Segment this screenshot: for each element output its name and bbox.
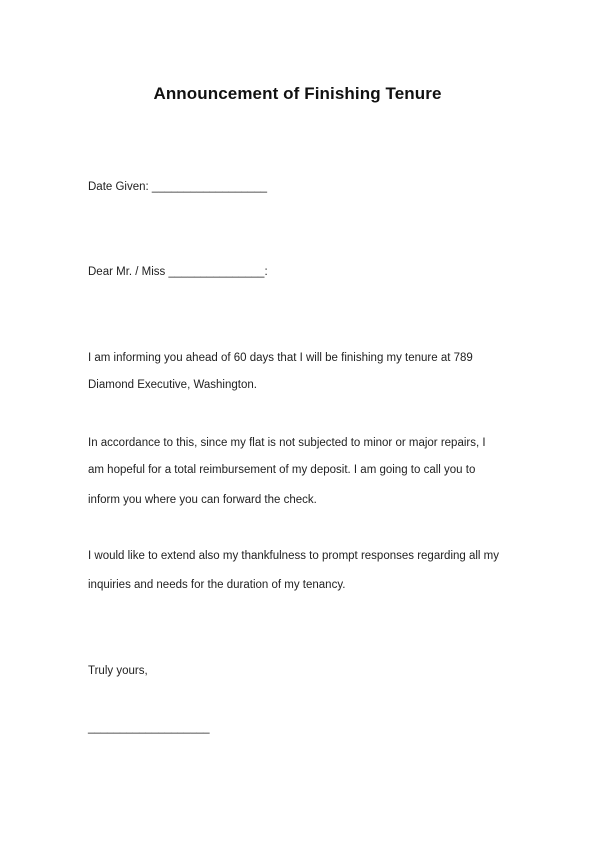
greeting-line: Dear Mr. / Miss _______________: xyxy=(88,266,268,278)
paragraph-1-line-2: Diamond Executive, Washington. xyxy=(88,379,257,391)
paragraph-2-line-2: am hopeful for a total reimbursement of my deposit. I am going to call you to xyxy=(88,464,476,476)
paragraph-2-line-1: In accordance to this, since my flat is not subjected to minor or major repairs, I xyxy=(88,437,486,449)
paragraph-3-line-2: inquiries and needs for the duration of my tenancy. xyxy=(88,579,346,591)
signature-line: ___________________ xyxy=(88,722,210,734)
paragraph-3-line-1: I would like to extend also my thankfulness to prompt responses regarding all my xyxy=(88,550,500,562)
closing-line: Truly yours, xyxy=(88,665,148,677)
paragraph-2-line-3: inform you where you can forward the check. xyxy=(88,494,317,506)
date-given-line: Date Given: __________________ xyxy=(88,181,268,193)
document-title: Announcement of Finishing Tenure xyxy=(153,84,442,103)
paragraph-1-line-1: I am informing you ahead of 60 days that I will be finishing my tenure at 789 xyxy=(88,352,473,364)
